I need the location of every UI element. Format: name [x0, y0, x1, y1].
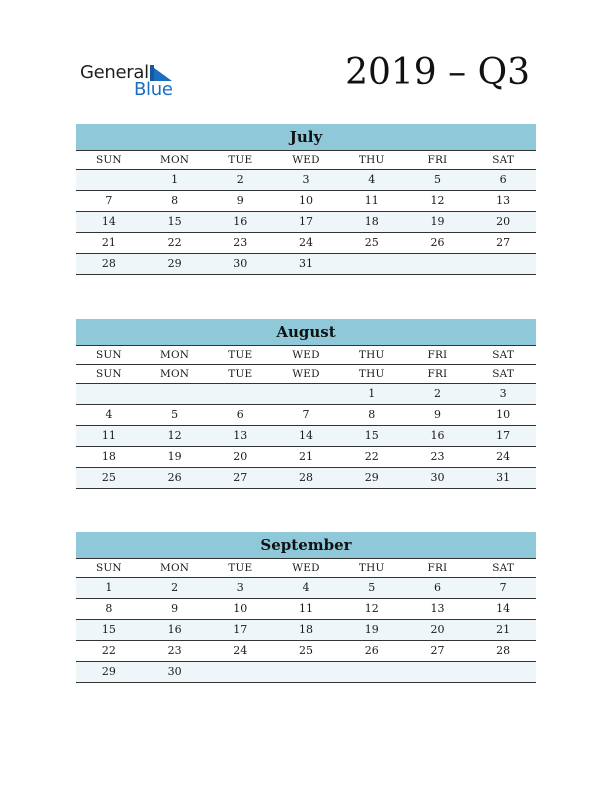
day-cell: 21: [299, 450, 314, 463]
day-cell: 31: [299, 257, 314, 270]
day-cell: [273, 384, 339, 404]
weekday-label: WED: [292, 154, 320, 166]
month-august: [76, 319, 536, 489]
day-cell: 7: [302, 408, 310, 421]
day-cell: [273, 662, 339, 682]
weekday-header-group: [76, 346, 536, 384]
day-cell: 15: [167, 215, 182, 228]
day-cell: 3: [302, 173, 310, 186]
day-cell: 26: [364, 644, 379, 657]
month-header: July: [76, 124, 536, 151]
day-cell: 28: [299, 471, 314, 484]
day-cell: 10: [299, 194, 314, 207]
week-row: [76, 254, 536, 275]
day-cell: 23: [233, 236, 248, 249]
weekday-label: MON: [160, 368, 190, 380]
day-cell: 16: [233, 215, 248, 228]
weekday-label: THU: [358, 562, 385, 574]
week-row: [76, 599, 536, 620]
day-cell: [76, 170, 142, 190]
day-cell: 22: [167, 236, 182, 249]
day-cell: 29: [101, 665, 116, 678]
day-cell: 12: [430, 194, 445, 207]
week-row: [76, 662, 536, 683]
day-cell: 26: [430, 236, 445, 249]
weekday-label: MON: [160, 349, 190, 361]
weekday-label: TUE: [228, 154, 253, 166]
day-cell: [142, 384, 208, 404]
weekday-label: MON: [160, 562, 190, 574]
month-july: [76, 124, 536, 275]
day-cell: [470, 662, 536, 682]
week-row: [76, 212, 536, 233]
day-cell: 16: [430, 429, 445, 442]
weekday-label: FRI: [427, 562, 448, 574]
day-cell: 31: [496, 471, 511, 484]
day-cell: 14: [101, 215, 116, 228]
week-row: [76, 405, 536, 426]
day-cell: 24: [233, 644, 248, 657]
weekday-label: TUE: [228, 562, 253, 574]
day-cell: 28: [101, 257, 116, 270]
day-cell: 18: [364, 215, 379, 228]
day-cell: 14: [496, 602, 511, 615]
day-cell: 24: [496, 450, 511, 463]
day-cell: 15: [101, 623, 116, 636]
day-cell: 7: [105, 194, 113, 207]
day-cell: 20: [496, 215, 511, 228]
day-cell: 13: [430, 602, 445, 615]
day-cell: 1: [105, 581, 113, 594]
day-cell: 15: [364, 429, 379, 442]
day-cell: 8: [368, 408, 376, 421]
day-cell: 12: [167, 429, 182, 442]
day-cell: [76, 384, 142, 404]
day-cell: 2: [433, 387, 441, 400]
weekday-label: THU: [358, 368, 385, 380]
day-cell: 21: [101, 236, 116, 249]
weekday-label: TUE: [228, 349, 253, 361]
weekday-header-row: [76, 365, 536, 384]
day-cell: 4: [302, 581, 310, 594]
day-cell: 20: [233, 450, 248, 463]
day-cell: 14: [299, 429, 314, 442]
day-cell: 20: [430, 623, 445, 636]
day-cell: 30: [167, 665, 182, 678]
day-cell: 27: [430, 644, 445, 657]
day-cell: 23: [430, 450, 445, 463]
page-title: 2019 – Q3: [345, 52, 530, 93]
month-header: September: [76, 532, 536, 559]
day-cell: 23: [167, 644, 182, 657]
day-cell: 26: [167, 471, 182, 484]
weekday-label: WED: [292, 562, 320, 574]
day-cell: 17: [496, 429, 511, 442]
weekday-label: SAT: [492, 154, 515, 166]
month-header: August: [76, 319, 536, 346]
day-cell: [207, 384, 273, 404]
month-september: [76, 532, 536, 683]
day-cell: 25: [101, 471, 116, 484]
day-cell: 5: [368, 581, 376, 594]
weekday-header-group: [76, 559, 536, 578]
week-row: [76, 578, 536, 599]
day-cell: 27: [496, 236, 511, 249]
day-cell: 12: [364, 602, 379, 615]
generalblue-logo: [80, 62, 180, 102]
day-cell: 13: [496, 194, 511, 207]
day-cell: 19: [430, 215, 445, 228]
day-cell: 2: [236, 173, 244, 186]
day-cell: 22: [101, 644, 116, 657]
day-cell: 18: [299, 623, 314, 636]
week-row: [76, 447, 536, 468]
day-cell: 2: [171, 581, 179, 594]
week-row: [76, 468, 536, 489]
day-cell: 19: [364, 623, 379, 636]
weekday-label: SAT: [492, 368, 515, 380]
day-cell: 8: [105, 602, 113, 615]
weekday-label: SUN: [95, 368, 122, 380]
weekday-label: SAT: [492, 349, 515, 361]
weekday-label: FRI: [427, 154, 448, 166]
weekday-label: SUN: [95, 154, 122, 166]
day-cell: 19: [167, 450, 182, 463]
day-cell: 24: [299, 236, 314, 249]
day-cell: 11: [101, 429, 116, 442]
weekday-header-group: [76, 151, 536, 170]
weekday-label: THU: [358, 349, 385, 361]
day-cell: 27: [233, 471, 248, 484]
day-cell: 6: [499, 173, 507, 186]
weeks-grid: [76, 170, 536, 275]
weekday-label: WED: [292, 349, 320, 361]
day-cell: 10: [233, 602, 248, 615]
week-row: [76, 641, 536, 662]
logo-text-general: General: [80, 62, 149, 83]
week-row: [76, 191, 536, 212]
day-cell: 9: [236, 194, 244, 207]
day-cell: [470, 254, 536, 274]
day-cell: 1: [368, 387, 376, 400]
day-cell: 17: [299, 215, 314, 228]
day-cell: 9: [433, 408, 441, 421]
day-cell: 11: [364, 194, 379, 207]
day-cell: 29: [364, 471, 379, 484]
day-cell: 18: [101, 450, 116, 463]
weekday-header-row: [76, 559, 536, 578]
day-cell: 5: [171, 408, 179, 421]
day-cell: 5: [433, 173, 441, 186]
day-cell: 25: [364, 236, 379, 249]
day-cell: [339, 662, 405, 682]
day-cell: 6: [236, 408, 244, 421]
day-cell: 29: [167, 257, 182, 270]
week-row: [76, 620, 536, 641]
week-row: [76, 170, 536, 191]
day-cell: 3: [236, 581, 244, 594]
weekday-label: FRI: [427, 368, 448, 380]
weekday-label: SAT: [492, 562, 515, 574]
weekday-label: WED: [292, 368, 320, 380]
day-cell: 16: [167, 623, 182, 636]
day-cell: 1: [171, 173, 179, 186]
weekday-label: FRI: [427, 349, 448, 361]
day-cell: 4: [105, 408, 113, 421]
day-cell: 28: [496, 644, 511, 657]
weekday-label: TUE: [228, 368, 253, 380]
day-cell: [405, 254, 471, 274]
day-cell: 9: [171, 602, 179, 615]
day-cell: 17: [233, 623, 248, 636]
logo-text-blue: Blue: [134, 79, 173, 100]
day-cell: 30: [233, 257, 248, 270]
weekday-label: MON: [160, 154, 190, 166]
day-cell: 30: [430, 471, 445, 484]
week-row: [76, 384, 536, 405]
day-cell: 10: [496, 408, 511, 421]
week-row: [76, 233, 536, 254]
day-cell: 8: [171, 194, 179, 207]
week-row: [76, 426, 536, 447]
day-cell: 21: [496, 623, 511, 636]
weekday-header-row: [76, 151, 536, 170]
day-cell: 13: [233, 429, 248, 442]
weeks-grid: [76, 384, 536, 489]
day-cell: 22: [364, 450, 379, 463]
weekday-label: SUN: [95, 349, 122, 361]
day-cell: 3: [499, 387, 507, 400]
day-cell: [339, 254, 405, 274]
day-cell: 7: [499, 581, 507, 594]
weekday-header-row: [76, 346, 536, 365]
day-cell: [405, 662, 471, 682]
day-cell: 6: [433, 581, 441, 594]
day-cell: 11: [299, 602, 314, 615]
day-cell: 4: [368, 173, 376, 186]
day-cell: 25: [299, 644, 314, 657]
weekday-label: THU: [358, 154, 385, 166]
weeks-grid: [76, 578, 536, 683]
weekday-label: SUN: [95, 562, 122, 574]
day-cell: [207, 662, 273, 682]
